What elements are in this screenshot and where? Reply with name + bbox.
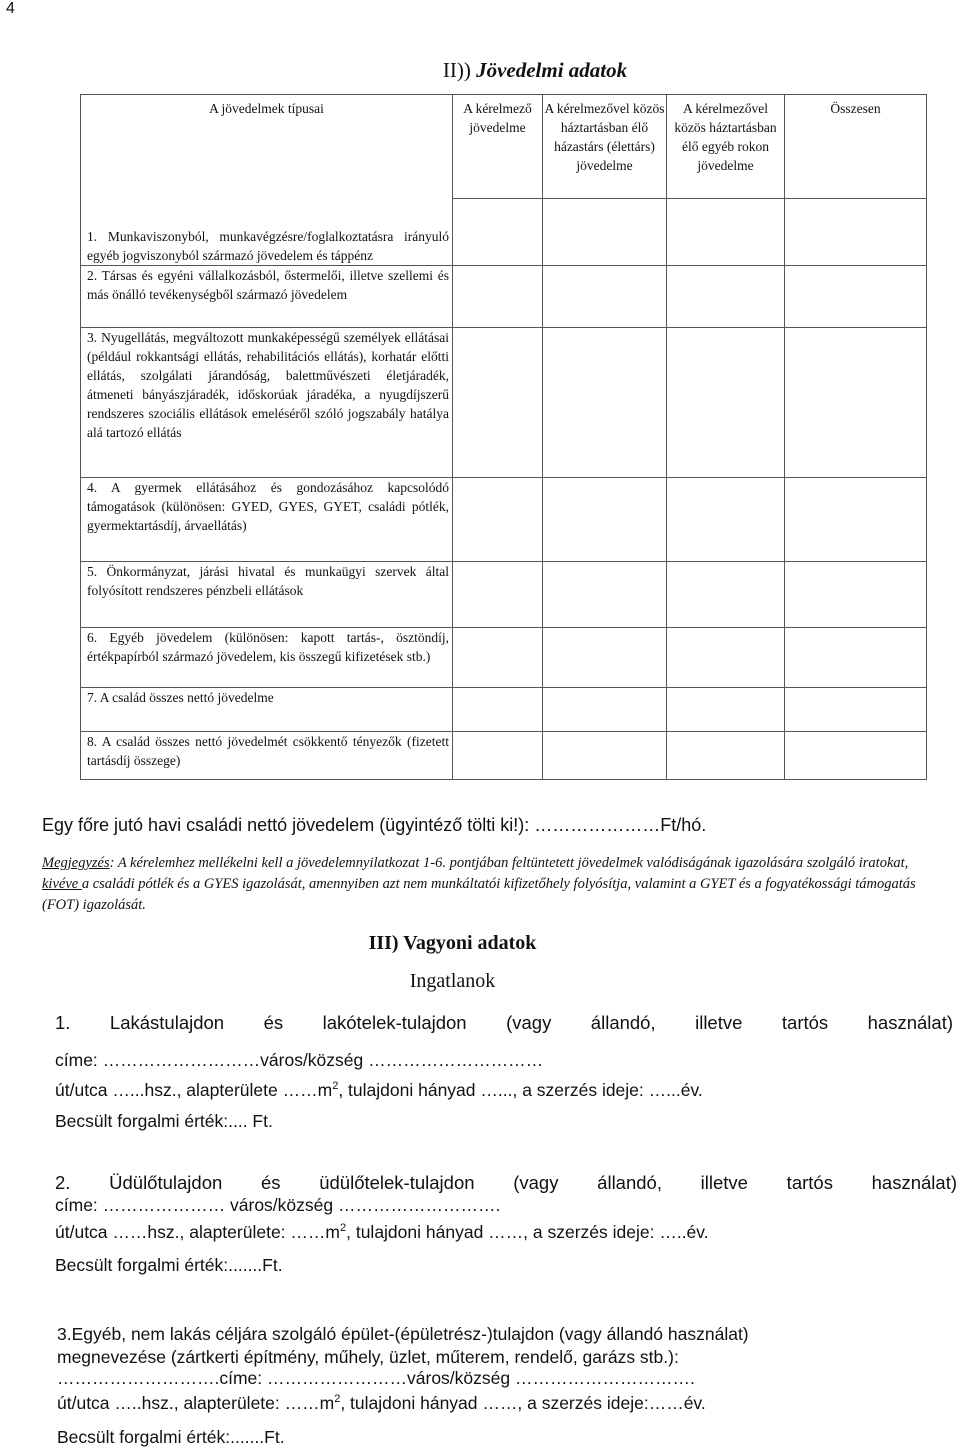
row-label: 7. A család összes nettó jövedelme bbox=[81, 687, 453, 731]
input-cell[interactable] bbox=[667, 731, 785, 779]
table-row bbox=[81, 477, 927, 561]
table-row bbox=[81, 731, 927, 779]
input-cell[interactable] bbox=[785, 199, 927, 266]
header-relative: A kérelmezővel közös háztartásban élő egyéb rokon jövedelme bbox=[667, 95, 785, 199]
input-cell[interactable] bbox=[785, 477, 927, 561]
property-3-designation: megnevezése (zártkerti építmény, műhely, üzlet, műterem, rendelő, garázs stb.): bbox=[57, 1347, 679, 1367]
table-row bbox=[81, 627, 927, 687]
section-3-subtitle: Ingatlanok bbox=[409, 970, 496, 992]
per-capita-income-line: Egy főre jutó havi családi nettó jövedelem (ügyintéző tölti ki!): …………………Ft/hó. bbox=[42, 815, 707, 835]
property-3-street-b: , tulajdoni hányad ……, a szerzés ideje:……év. bbox=[340, 1393, 706, 1413]
input-cell[interactable] bbox=[667, 477, 785, 561]
property-2-street-a: út/utca ……hsz., alapterülete: ……m bbox=[55, 1222, 340, 1242]
input-cell[interactable] bbox=[785, 627, 927, 687]
note-label: Megjegyzés bbox=[42, 855, 110, 871]
input-cell[interactable] bbox=[453, 327, 543, 477]
input-cell[interactable] bbox=[453, 477, 543, 561]
input-cell[interactable] bbox=[543, 561, 667, 627]
row-label: 3. Nyugellátás, megváltozott munkaképességű személyek ellátásai (például rokkantsági ellátás, rehabilitációs ellátás), korhatár előtti ellátás, szolgálati járandóság, balettművészeti életjáradék, átmeneti bányászjáradék, időskorúak járadéka, a nyugdíjszerű rendszeres szociális ellátások emeléséről szóló jogszabály hatálya alá tartozó ellátás bbox=[81, 327, 453, 477]
input-cell[interactable] bbox=[667, 327, 785, 477]
input-cell[interactable] bbox=[667, 561, 785, 627]
header-spouse: A kérelmezővel közös háztartásban élő házastárs (élettárs) jövedelme bbox=[543, 95, 667, 199]
property-1-street bbox=[55, 1080, 703, 1101]
input-cell[interactable] bbox=[543, 327, 667, 477]
superscript-2: 2 bbox=[334, 1393, 341, 1406]
section-2-title bbox=[0, 58, 960, 83]
table-header-row bbox=[81, 95, 927, 199]
input-cell[interactable] bbox=[543, 199, 667, 266]
property-2-heading: 2. Üdülőtulajdon és üdülőtelek-tulajdon (vagy állandó, illetve tartós használat) bbox=[55, 1172, 957, 1193]
input-cell[interactable] bbox=[543, 731, 667, 779]
row-label: 5. Önkormányzat, járási hivatal és munkaügyi szervek által folyósított rendszeres pénzbeli ellátások bbox=[81, 561, 453, 627]
superscript-2: 2 bbox=[339, 1222, 347, 1235]
note-text-1: : A kérelemhez mellékelni kell a jövedelemnyilatkozat 1-6. pontjában feltüntetett jövedelmek valódiságának igazolására szolgáló iratokat, bbox=[109, 855, 909, 871]
note-text-2: a családi pótlék és a GYES igazolását, amennyiben azt nem munkáltatói kifizetőhely folyósítja, valamint a GYET és a fogyatékossági támogatás (FOT) igazolását. bbox=[42, 876, 916, 913]
input-cell[interactable] bbox=[667, 687, 785, 731]
input-cell[interactable] bbox=[785, 265, 927, 327]
input-cell[interactable] bbox=[785, 687, 927, 731]
income-table bbox=[80, 94, 927, 780]
property-3-heading: 3.Egyéb, nem lakás céljára szolgáló épület-(épületrész-)tulajdon (vagy állandó használat) bbox=[57, 1324, 749, 1344]
table-row bbox=[81, 687, 927, 731]
row-label: 4. A gyermek ellátásához és gondozásához kapcsolódó támogatások (különösen: GYED, GYES, GYET, családi pótlék, gyermektartásdíj, árvaellátás) bbox=[81, 477, 453, 561]
property-2-street bbox=[55, 1222, 709, 1243]
input-cell[interactable] bbox=[785, 731, 927, 779]
row-label: 6. Egyéb jövedelem (különösen: kapott tartás-, ösztöndíj, értékpapírból származó jövedelem, kis összegű kifizetések stb.) bbox=[81, 627, 453, 687]
property-3-address: ……………………….címe: ……………………város/község …………………………. bbox=[57, 1368, 695, 1388]
header-applicant: A kérelmező jövedelme bbox=[453, 95, 543, 199]
superscript-2: 2 bbox=[332, 1080, 339, 1093]
header-income-types: A jövedelmek típusai bbox=[81, 95, 453, 199]
input-cell[interactable] bbox=[667, 627, 785, 687]
input-cell[interactable] bbox=[785, 327, 927, 477]
property-1-street-b: , tulajdoni hányad …..., a szerzés ideje: …...év. bbox=[338, 1080, 703, 1100]
page-number: 4 bbox=[6, 0, 15, 17]
table-row bbox=[81, 265, 927, 327]
input-cell[interactable] bbox=[543, 265, 667, 327]
property-1-address: címe: ………………………város/község ………………………… bbox=[55, 1050, 544, 1070]
property-3-value: Becsült forgalmi érték:.......Ft. bbox=[57, 1427, 285, 1447]
row-label: 2. Társas és egyéni vállalkozásból, őstermelői, illetve szellemi és más önálló tevékenységből származó jövedelem bbox=[81, 265, 453, 327]
input-cell[interactable] bbox=[453, 199, 543, 266]
property-2-value: Becsült forgalmi érték:.......Ft. bbox=[55, 1255, 283, 1275]
property-1-value: Becsült forgalmi érték:.... Ft. bbox=[55, 1111, 273, 1131]
input-cell[interactable] bbox=[453, 627, 543, 687]
note-paragraph bbox=[42, 853, 922, 916]
row-label: 8. A család összes nettó jövedelmét csökkentő tényezők (fizetett tartásdíj összege) bbox=[81, 731, 453, 779]
input-cell[interactable] bbox=[453, 687, 543, 731]
property-1-heading: 1. Lakástulajdon és lakótelek-tulajdon (vagy állandó, illetve tartós használat) bbox=[55, 1012, 953, 1033]
row-label: 1. Munkaviszonyból, munkavégzésre/foglalkoztatásra irányuló egyéb jogviszonyból származó jövedelem és táppénz bbox=[81, 199, 453, 266]
input-cell[interactable] bbox=[453, 265, 543, 327]
input-cell[interactable] bbox=[543, 687, 667, 731]
input-cell[interactable] bbox=[453, 561, 543, 627]
section-2-prefix: II)) bbox=[442, 58, 477, 82]
property-1-street-a: út/utca …...hsz., alapterülete ……m bbox=[55, 1080, 333, 1100]
table-row bbox=[81, 199, 927, 266]
section-2-title-text: Jövedelmi adatok bbox=[476, 58, 628, 82]
header-total: Összesen bbox=[785, 95, 927, 199]
input-cell[interactable] bbox=[453, 731, 543, 779]
input-cell[interactable] bbox=[667, 199, 785, 266]
property-3-street bbox=[57, 1393, 706, 1414]
note-except: kivéve bbox=[42, 876, 82, 892]
input-cell[interactable] bbox=[543, 477, 667, 561]
property-2-street-b: , tulajdoni hányad ……, a szerzés ideje: …..év. bbox=[346, 1222, 709, 1242]
input-cell[interactable] bbox=[543, 627, 667, 687]
table-row bbox=[81, 327, 927, 477]
input-cell[interactable] bbox=[667, 265, 785, 327]
section-3-title: III) Vagyoni adatok bbox=[368, 932, 537, 954]
property-3-street-a: út/utca …..hsz., alapterülete: ……m bbox=[57, 1393, 335, 1413]
table-row bbox=[81, 561, 927, 627]
property-2-address: címe: ………………… város/község ………………………. bbox=[55, 1195, 501, 1215]
input-cell[interactable] bbox=[785, 561, 927, 627]
